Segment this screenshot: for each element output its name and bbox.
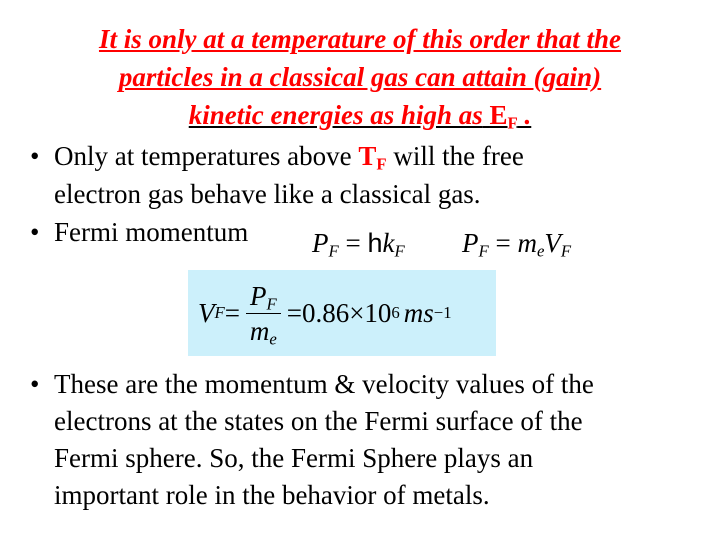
fermi-temperature-symbol: $T_F$ [358, 141, 387, 174]
headline-line-3-text: kinetic energies as high as [188, 100, 483, 130]
planck-h-symbol: h [367, 228, 383, 258]
headline-line-2: particles in a classical gas can attain (gain) [118, 62, 602, 92]
fraction-pf-over-me: $\frac{P_F}{m_e}$ [246, 281, 281, 346]
bullet-temperatures [30, 140, 524, 174]
headline-line-3 [0, 98, 720, 132]
fermi-velocity-formula: V F = $\frac{P_F}{m_e}$ = 0.86×10 6 ms −1 [198, 280, 452, 349]
bullet-marker: • [30, 369, 40, 399]
bullet-summary-line-4: important role in the behavior of metals. [54, 480, 490, 510]
fermi-velocity-formula-box [188, 270, 496, 356]
velocity-unit: ms [403, 297, 434, 328]
bullet-marker: • [30, 141, 40, 171]
bullet1-text-after: will the free [386, 141, 524, 171]
bullet-fermi-momentum [30, 216, 249, 249]
formula-momentum-velocity: $P_F = m_eV_F$ [462, 228, 572, 261]
fermi-velocity-value: 0.86×10 [301, 297, 392, 328]
bullet1-text-before: Only at temperatures above [54, 141, 359, 171]
bullet-summary-line-3: Fermi sphere. So, the Fermi Sphere plays an [54, 443, 534, 473]
headline-line-1: It is only at a temperature of this order that the [98, 24, 622, 54]
bullet-marker: • [30, 217, 40, 247]
headline-line-3-end: . [517, 100, 532, 130]
bullet-fermi-momentum-label: Fermi momentum [54, 217, 249, 247]
bullet-summary [30, 368, 594, 401]
bullet-summary-line-2: electrons at the states on the Fermi surface of the [54, 406, 583, 436]
bullet-temperatures-line-2: electron gas behave like a classical gas. [54, 179, 481, 209]
formula-momentum-wavevector: $P_F = hk_F$ [312, 228, 405, 261]
bullet-summary-line-1: These are the momentum & velocity values of the [54, 369, 594, 399]
fermi-energy-symbol: $E_F$ [489, 100, 518, 133]
